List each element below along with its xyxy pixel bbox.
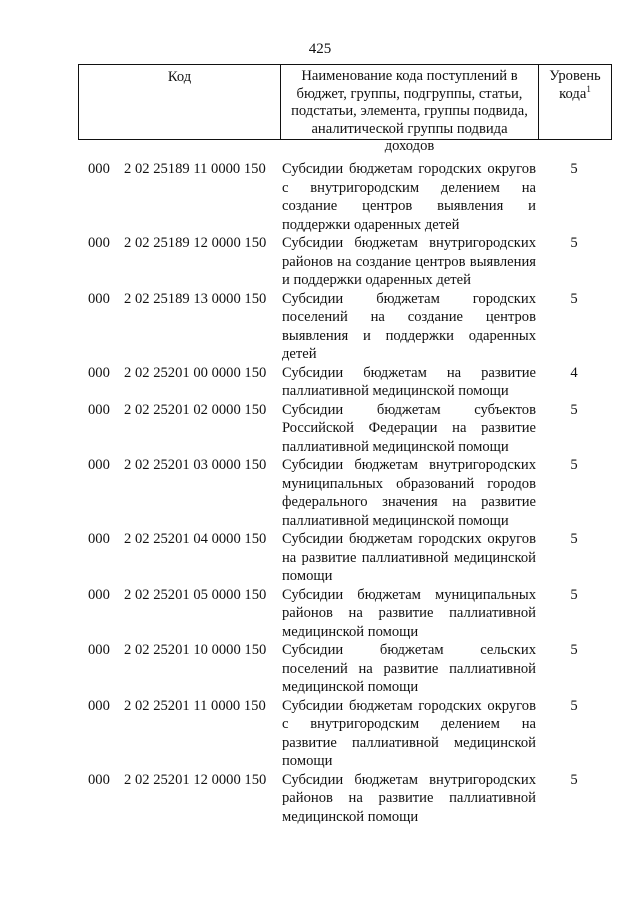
row-name: Субсидии бюджетам городских округов на развитие паллиативной медицинской помощи [282,531,536,584]
row-level: 5 [570,586,578,603]
table-row [78,697,612,771]
row-budget-code: 2 02 25201 10 0000 150 [124,642,267,658]
row-level: 5 [570,161,578,177]
row-name: Субсидии бюджетам субъектов Российской Федерации на развитие паллиативной медицинской помощи [282,401,536,455]
row-name: Субсидии бюджетам внутригородских муниципальных образований городов федерального значения на развитие паллиативной медицинской помощи [282,457,536,529]
table-body [78,160,612,826]
row-level: 5 [570,235,578,251]
row-admin-code: 000 [88,642,110,658]
table-row [78,290,612,364]
row-level: 5 [570,457,578,473]
table-row [78,771,612,827]
header-code: Код [79,65,281,139]
row-name: Субсидии бюджетам на развитие паллиативной медицинской помощи [282,364,536,399]
row-level: 5 [570,642,578,658]
row-name: Субсидии бюджетам сельских поселений на развитие паллиативной медицинской помощи [282,642,536,695]
row-budget-code: 2 02 25201 11 0000 150 [124,697,266,714]
table-row [78,641,612,697]
row-level: 5 [570,531,578,547]
row-name: Субсидии бюджетам внутригородских районов на развитие паллиативной медицинской помощи [282,771,536,825]
table-row [78,364,612,401]
row-name: Субсидии бюджетам городских поселений на создание центров выявления и поддержки одаренных детей [282,290,536,362]
row-budget-code: 2 02 25189 13 0000 150 [124,290,267,307]
row-budget-code: 2 02 25189 11 0000 150 [124,161,266,177]
row-admin-code: 000 [88,771,110,788]
header-name: Наименование кода поступлений в бюджет, группы, подгруппы, статьи, подстатьи, элемента, группы подвида, аналитической группы подвида доходов [281,65,539,139]
row-budget-code: 2 02 25201 03 0000 150 [124,457,267,473]
row-budget-code: 2 02 25201 00 0000 150 [124,364,267,381]
row-budget-code: 2 02 25201 05 0000 150 [124,586,267,603]
table-header [78,64,612,154]
page-number: 425 [308,41,332,57]
row-level: 5 [570,401,578,418]
row-level: 5 [570,697,578,714]
row-admin-code: 000 [88,161,110,177]
row-admin-code: 000 [88,531,110,547]
row-budget-code: 2 02 25201 12 0000 150 [124,771,267,788]
row-admin-code: 000 [88,697,110,714]
row-budget-code: 2 02 25201 02 0000 150 [124,401,267,418]
header-level-label: Уровень кода [549,68,601,102]
table-row [78,456,612,530]
header-level [539,65,611,142]
row-admin-code: 000 [88,401,110,418]
table-row [78,160,612,234]
header-level-footnote: 1 [586,83,591,94]
row-budget-code: 2 02 25189 12 0000 150 [124,235,267,251]
row-admin-code: 000 [88,586,110,603]
row-admin-code: 000 [88,364,110,381]
table-row [78,530,612,586]
table-row [78,234,612,290]
row-level: 5 [570,290,578,307]
row-admin-code: 000 [88,235,110,251]
table-row [78,586,612,642]
row-name: Субсидии бюджетам внутригородских районов на создание центров выявления и поддержки одаренных детей [282,235,536,288]
row-name: Субсидии бюджетам муниципальных районов на развитие паллиативной медицинской помощи [282,586,536,640]
row-budget-code: 2 02 25201 04 0000 150 [124,531,267,547]
row-admin-code: 000 [88,457,110,473]
row-name: Субсидии бюджетам городских округов с внутригородским делением на создание центров выявления и поддержки одаренных детей [282,161,536,233]
row-admin-code: 000 [88,290,110,307]
row-level: 4 [570,364,578,381]
table-row [78,401,612,457]
row-name: Субсидии бюджетам городских округов с внутригородским делением на развитие паллиативной медицинской помощи [282,697,536,769]
row-level: 5 [570,771,578,788]
